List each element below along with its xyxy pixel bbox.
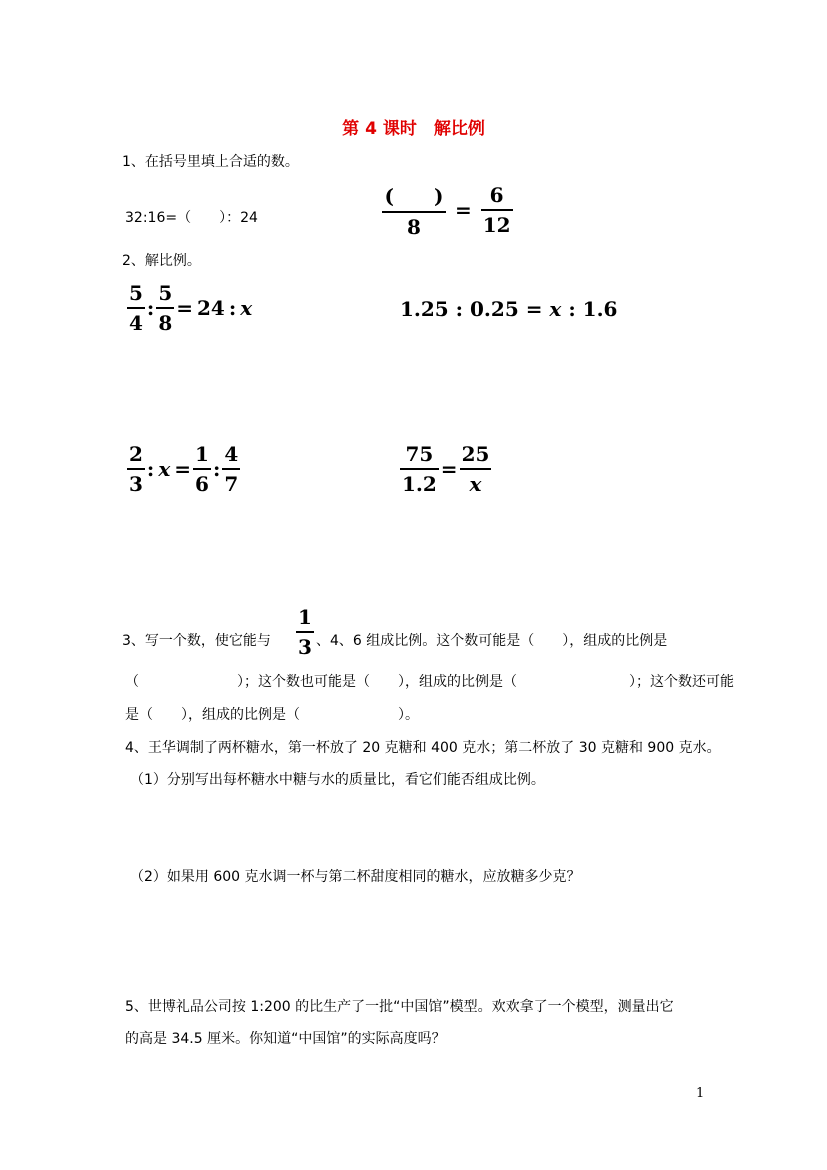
expression-left: 1.25 : 0.25 =	[400, 297, 543, 321]
q1-rhs-denominator: 12	[482, 212, 511, 237]
q1-label: 1、在括号里填上合适的数。	[122, 154, 299, 170]
q1-item-b-equation	[382, 180, 513, 239]
q4-sub-2: （2）如果用 600 克水调一杯与第二杯甜度相同的糖水，应放糖多少克？	[130, 869, 581, 885]
q4-sub-1: （1）分别写出每杯糖水中糖与水的质量比，看它们能否组成比例。	[130, 772, 545, 788]
fraction	[156, 281, 174, 335]
page-title: 第 4 课时 解比例	[342, 119, 485, 139]
fraction	[127, 442, 145, 496]
numerator: 5	[127, 281, 145, 309]
equals-sign: =	[174, 457, 192, 481]
fraction	[460, 442, 492, 496]
denominator: 4	[129, 311, 143, 335]
q2-problem-1	[127, 281, 254, 335]
denominator: 3	[129, 472, 143, 496]
q3-line-3: 是（ ），组成的比例是（ ）。	[125, 707, 419, 723]
equals-sign: =	[176, 296, 193, 320]
ratio-colon: :	[212, 457, 221, 481]
unknown-x: x	[240, 296, 253, 320]
q5-line-2: 的高是 34.5 厘米。你知道“中国馆”的实际高度吗？	[125, 1031, 446, 1047]
expression-right: : 1.6	[568, 297, 618, 321]
value: 24	[197, 296, 225, 320]
q5-line-1: 5、世博礼品公司按 1:200 的比生产了一批“中国馆”模型。欢欢拿了一个模型，测量出它	[125, 999, 674, 1015]
q3-line-1-pre: 3、写一个数，使它能与	[122, 633, 271, 649]
q2-label: 2、解比例。	[122, 253, 201, 269]
ratio-colon: :	[146, 296, 155, 320]
equals-sign: =	[454, 197, 472, 222]
denominator: 8	[158, 311, 173, 335]
q2-problem-4	[400, 442, 491, 496]
q4-label: 4、王华调制了两杯糖水，第一杯放了 20 克糖和 400 克水；第二杯放了 30 克糖和 900 克水。	[125, 740, 721, 756]
equals-sign: =	[440, 457, 458, 481]
q2-problem-3	[127, 442, 240, 496]
denominator: x	[469, 472, 482, 496]
numerator: 75	[400, 442, 439, 470]
denominator: 1.2	[402, 472, 437, 496]
fraction	[296, 605, 314, 659]
numerator: 1	[296, 605, 314, 633]
q3-fraction	[296, 605, 314, 659]
unknown-x: x	[158, 457, 171, 481]
q3-line-2: （ ）；这个数也可能是（ ），组成的比例是（ ）；这个数还可能	[125, 674, 734, 690]
numerator: 5	[156, 281, 174, 309]
q1-blank-numerator: ( )	[382, 180, 446, 213]
denominator: 3	[298, 635, 312, 659]
q1-fraction-right	[481, 183, 513, 237]
fraction	[400, 442, 439, 496]
ratio-colon: :	[228, 296, 237, 320]
q2-problem-2	[400, 297, 617, 321]
numerator: 4	[222, 442, 240, 470]
q1-denominator: 8	[407, 215, 421, 239]
ratio-colon: :	[146, 457, 155, 481]
fraction	[193, 442, 211, 496]
denominator: 7	[224, 472, 239, 496]
unknown-x: x	[549, 297, 562, 321]
page-number: 1	[696, 1086, 705, 1101]
q1-rhs-numerator: 6	[481, 183, 513, 211]
q1-item-a: 32:16=（ ）：24	[125, 210, 258, 226]
fraction	[222, 442, 240, 496]
numerator: 25	[460, 442, 492, 470]
denominator: 6	[195, 472, 209, 496]
q1-fraction-left	[382, 180, 446, 239]
fraction	[127, 281, 145, 335]
numerator: 2	[127, 442, 145, 470]
q3-line-1-post: 、4、6 组成比例。这个数可能是（ ），组成的比例是	[316, 633, 668, 649]
numerator: 1	[193, 442, 211, 470]
